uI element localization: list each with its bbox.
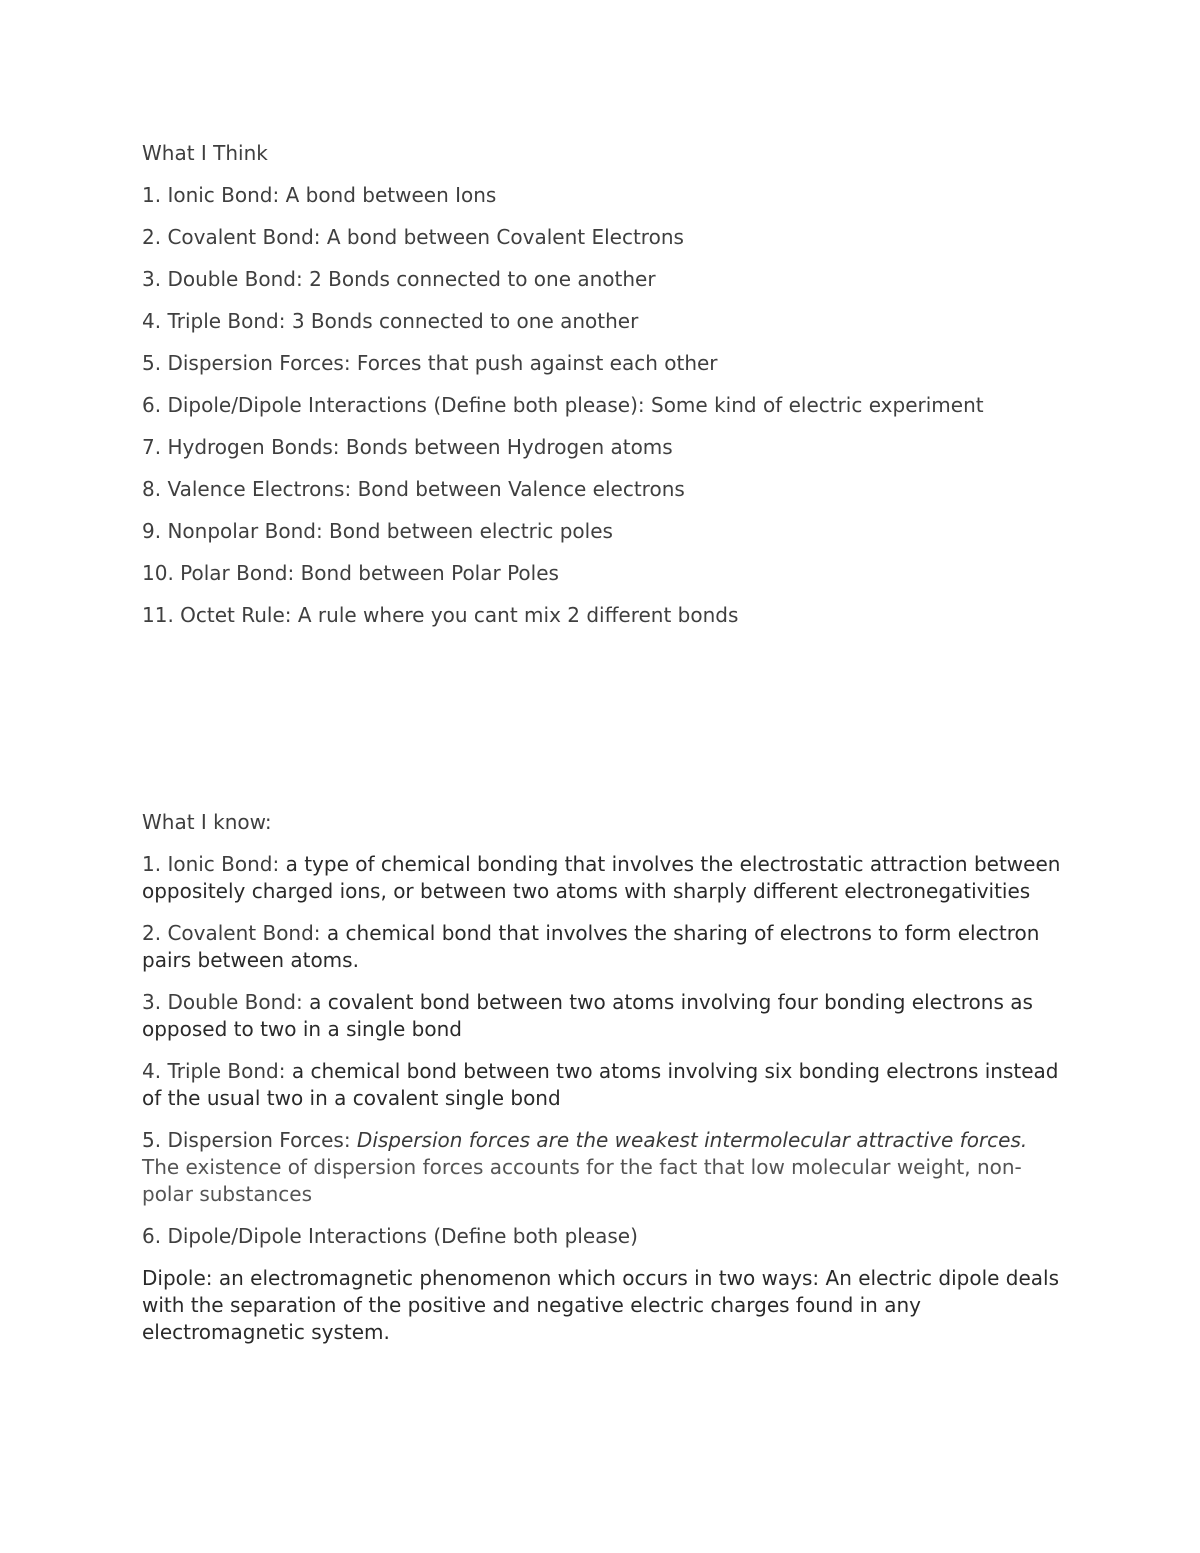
think-item-triple: 4. Triple Bond: 3 Bonds connected to one another bbox=[142, 309, 639, 333]
think-item-ionic: 1. Ionic Bond: A bond between Ions bbox=[142, 183, 497, 207]
think-item-hydrogen: 7. Hydrogen Bonds: Bonds between Hydrogen atoms bbox=[142, 435, 673, 459]
think-item-covalent: 2. Covalent Bond: A bond between Covalent Electrons bbox=[142, 225, 684, 249]
know-dispersion-label: 5. Dispersion Forces: bbox=[142, 1128, 357, 1152]
know-double-text: a covalent bond between two atoms involving four bonding electrons as opposed to two in a single bond bbox=[142, 990, 1033, 1041]
know-item-covalent bbox=[142, 920, 1062, 974]
think-item-octet: 11. Octet Rule: A rule where you cant mix 2 different bonds bbox=[142, 603, 739, 627]
know-triple-label: 4. Triple Bond: bbox=[142, 1059, 292, 1083]
know-covalent-label: 2. Covalent Bond: bbox=[142, 921, 327, 945]
what-i-know-section bbox=[142, 809, 1062, 1361]
think-item-dipole: 6. Dipole/Dipole Interactions (Define both please): Some kind of electric experiment bbox=[142, 393, 984, 417]
know-dispersion-text: The existence of dispersion forces accounts for the fact that low molecular weight, non-polar substances bbox=[142, 1155, 1022, 1206]
know-item-dispersion bbox=[142, 1127, 1062, 1208]
think-item-dispersion: 5. Dispersion Forces: Forces that push against each other bbox=[142, 351, 718, 375]
know-dipole-label: Dipole: bbox=[142, 1266, 219, 1290]
know-ionic-text: a type of chemical bonding that involves the electrostatic attraction between oppositely charged ions, or between two atoms with sharply different electronegativities bbox=[142, 852, 1061, 903]
what-i-think-heading: What I Think bbox=[142, 141, 268, 165]
know-item-triple bbox=[142, 1058, 1062, 1112]
think-item-valence: 8. Valence Electrons: Bond between Valence electrons bbox=[142, 477, 685, 501]
know-dipole-text: an electromagnetic phenomenon which occurs in two ways: An electric dipole deals with the separation of the positive and negative electric charges found in any electromagnetic system. bbox=[142, 1266, 1060, 1344]
what-i-think-section bbox=[142, 140, 1062, 644]
know-item-dipole-heading: 6. Dipole/Dipole Interactions (Define both please) bbox=[142, 1224, 638, 1248]
know-ionic-label: 1. Ionic Bond: bbox=[142, 852, 286, 876]
think-item-double: 3. Double Bond: 2 Bonds connected to one another bbox=[142, 267, 656, 291]
think-item-polar: 10. Polar Bond: Bond between Polar Poles bbox=[142, 561, 559, 585]
know-triple-text: a chemical bond between two atoms involving six bonding electrons instead of the usual two in a covalent single bond bbox=[142, 1059, 1059, 1110]
know-covalent-text: a chemical bond that involves the sharing of electrons to form electron pairs between atoms. bbox=[142, 921, 1040, 972]
know-item-ionic bbox=[142, 851, 1062, 905]
know-item-dipole bbox=[142, 1265, 1062, 1346]
think-item-nonpolar: 9. Nonpolar Bond: Bond between electric poles bbox=[142, 519, 613, 543]
know-double-label: 3. Double Bond: bbox=[142, 990, 310, 1014]
know-item-double bbox=[142, 989, 1062, 1043]
know-dispersion-italic: Dispersion forces are the weakest intermolecular attractive forces. bbox=[356, 1128, 1028, 1152]
what-i-know-heading: What I know: bbox=[142, 810, 272, 834]
